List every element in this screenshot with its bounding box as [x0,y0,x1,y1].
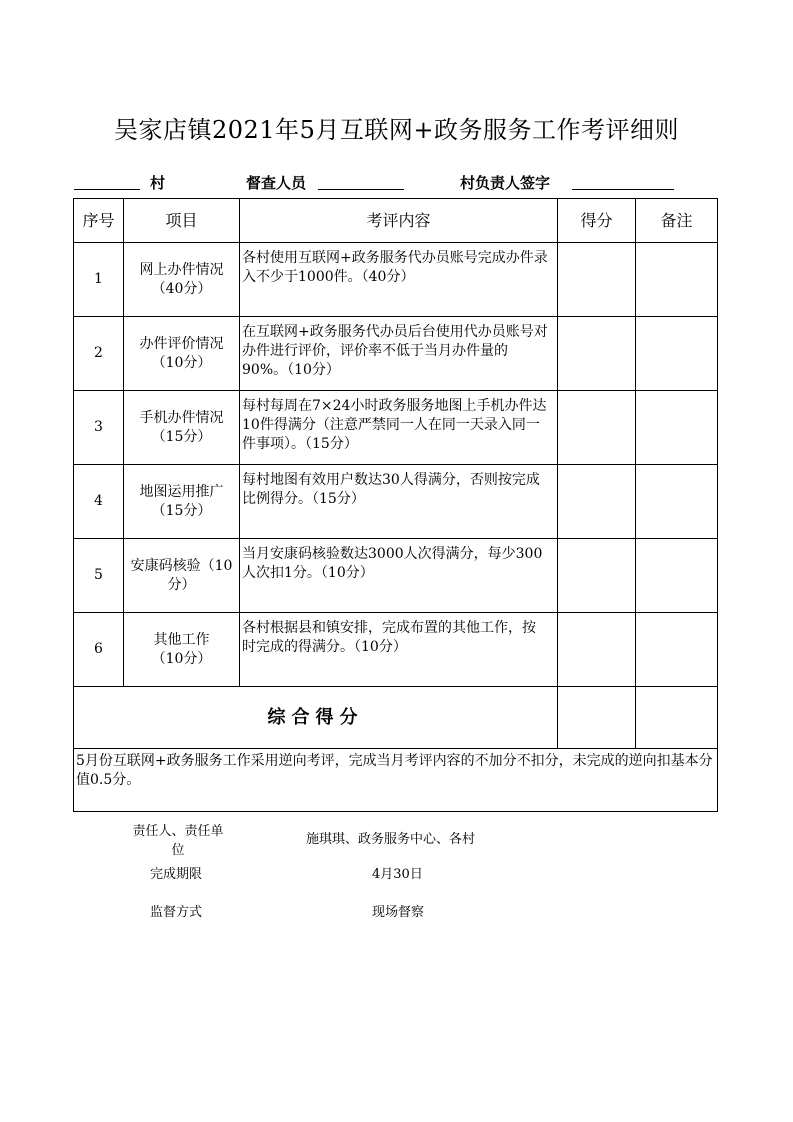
row-remark-cell[interactable] [636,539,718,613]
total-remark-cell[interactable] [636,687,718,749]
table-row [74,243,718,317]
table-row [74,613,718,687]
row-content: 当月安康码核验数达3000人次得满分，每少300人次扣1分。（10分） [240,539,558,613]
row-content: 各村使用互联网+政务服务代办员账号完成办件录入不少于1000件。（40分） [240,243,558,317]
inspector-blank[interactable] [318,172,404,190]
row-remark-cell[interactable] [636,317,718,391]
row-no: 2 [74,317,124,391]
header-remark: 备注 [636,199,718,243]
table-row [74,391,718,465]
row-item: 地图运用推广 （15分） [124,465,240,539]
deadline-label: 完成期限 [150,867,203,882]
total-score-cell[interactable] [558,687,636,749]
total-label: 综合得分 [74,687,558,749]
row-no: 3 [74,391,124,465]
row-no: 6 [74,613,124,687]
row-content: 各村根据县和镇安排，完成布置的其他工作，按时完成的得满分。（10分） [240,613,558,687]
row-item: 其他工作 （10分） [124,613,240,687]
row-score-cell[interactable] [558,465,636,539]
table-row [74,539,718,613]
sign-label: 村负责人签字 [460,174,551,192]
supervise-label: 监督方式 [150,905,203,920]
row-score-cell[interactable] [558,391,636,465]
row-content: 在互联网+政务服务代办员后台使用代办员账号对办件进行评价，评价率不低于当月办件量的90%。（10分） [240,317,558,391]
signature-line [74,172,714,194]
row-remark-cell[interactable] [636,391,718,465]
evaluation-note: 5月份互联网+政务服务工作采用逆向考评，完成当月考评内容的不加分不扣分，未完成的逆向扣基本分值0.5分。 [74,749,718,812]
row-no: 1 [74,243,124,317]
inspector-label: 督查人员 [246,174,307,192]
row-remark-cell[interactable] [636,613,718,687]
total-row [74,687,718,749]
deadline-value: 4月30日 [372,867,423,882]
row-content: 每村每周在7×24小时政务服务地图上手机办件达10件得满分（注意严禁同一人在同一天录入同一件事项）。（15分） [240,391,558,465]
row-item: 办件评价情况 （10分） [124,317,240,391]
row-score-cell[interactable] [558,539,636,613]
table-row [74,317,718,391]
table-header-row [74,199,718,243]
row-content: 每村地图有效用户数达30人得满分，否则按完成比例得分。（15分） [240,465,558,539]
row-no: 4 [74,465,124,539]
note-row [74,749,718,812]
row-item: 网上办件情况 （40分） [124,243,240,317]
header-no: 序号 [74,199,124,243]
row-score-cell[interactable] [558,317,636,391]
supervise-value: 现场督察 [372,905,425,920]
row-item: 手机办件情况 （15分） [124,391,240,465]
row-remark-cell[interactable] [636,465,718,539]
responsible-value: 施琪琪、政务服务中心、各村 [306,832,476,847]
table-row [74,465,718,539]
responsible-label: 责任人、责任单 位 [132,824,224,858]
row-item: 安康码核验（10 分） [124,539,240,613]
header-content: 考评内容 [240,199,558,243]
row-no: 5 [74,539,124,613]
row-score-cell[interactable] [558,243,636,317]
village-blank[interactable] [74,172,140,190]
header-score: 得分 [558,199,636,243]
village-label: 村 [150,174,166,192]
page-title: 吴家店镇2021年5月互联网+政务服务工作考评细则 [114,116,679,144]
row-remark-cell[interactable] [636,243,718,317]
header-item: 项目 [124,199,240,243]
row-score-cell[interactable] [558,613,636,687]
evaluation-table [73,198,718,812]
sign-blank[interactable] [572,172,674,190]
